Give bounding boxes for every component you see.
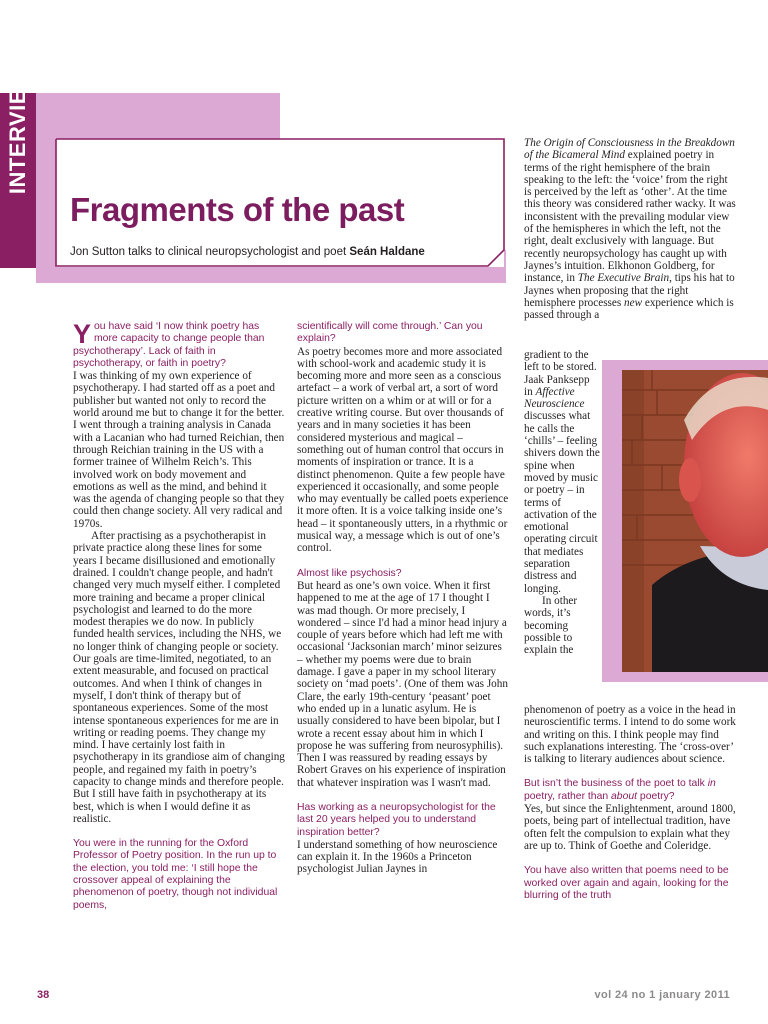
article-column-1	[73, 321, 285, 912]
standfirst-text: Jon Sutton talks to clinical neuropsychologist and poet	[70, 246, 350, 258]
answer-paragraph: In other words, it’s becoming possible to explain the	[524, 594, 578, 657]
answer-paragraph: But heard as one’s own voice. When it first happened to me at the age of 17 I thought I was mad though. Or more precisely, I wondered – since I'd had a minor head injury a couple of years before which had left me with occasional ‘Jacksonian march’ minor seizures – whether my poems were due to brain damage. I gave a paper in my school literary society on ‘mad poets’. (One of them was John Clare, the early 19th-century ‘peasant’ poet who ended up in a lunatic asylum. He is usually considered to have been bipolar, but I wrote a recent essay about him in which I propose he was suffering from neurosyphilis). Then I was reassured by reading essays by Robert Graves on his experience of inspiration that whatever inspiration was I wasn't mad.	[297, 579, 508, 789]
question-1	[73, 321, 285, 370]
interviewee-name: Seán Haldane	[349, 246, 425, 258]
answer-paragraph: As poetry becomes more and more associated with school-work and academic study it is becoming more and more seen as a conscious artefact – a work of verbal art, a sort of word picture written on a whim or at will or for a creative writing course. But over thousands of years and in many societies it has been considered mysterious and magical – something out of human control that occurs in moments of inspiration or trance. It is a distinct phenomenon. Quite a few people have experienced it occasionally, and some people who may eventually be called poets experience it more often. It is a voice talking inside one’s head – it spontaneously utters, in a rhythmic or musical way, a message which is out of one’s control.	[297, 345, 509, 555]
book-title: Affective Neuroscience	[524, 385, 585, 411]
answer-paragraph: After practising as a psychotherapist in private practice along these lines for some years I became disillusioned and emotionally drained. I couldn't change people, and hadn't changed very much myself either. I completed more training and became a proper clinical psychologist and learned to do the more modest therapies we do now. In publicly funded health services, including the NHS, we no longer think of changing people or society. Our goals are time-limited, negotiated, to an extent measurable, and focused on practical outcomes. And when I think of changes in myself, I don't think of therapy but of spontaneous experiences. Some of the most intense spontaneous experiences for me are in writing or reading poems. They change my mind. I have certainly lost faith in psychotherapy in its grandiose aim of changing people, and regained my faith in poetry’s capacity to change minds and therefore people. But I still have faith in psychotherapy at its best, which is when I would define it as realistic.	[73, 530, 285, 825]
page-number: 38	[37, 989, 50, 1001]
portrait-photo	[622, 370, 768, 672]
article-column-2	[297, 321, 509, 876]
portrait-illustration	[622, 370, 768, 672]
question-text: ou have said ‘I now think poetry has more capacity to change people than psychotherapy’. Lack of faith in psychotherapy, or faith in poetry?	[73, 321, 265, 369]
article-column-3-narrow	[524, 349, 600, 656]
text-run: , tips his hat to Jaynes when proposing that the right hemisphere processes	[524, 272, 735, 309]
standfirst	[70, 244, 425, 260]
question-2: You were in the running for the Oxford Professor of Poetry position. In the run up to the election, you told me: ‘I still hope the crossover appeal of explaining the phenomenon of poetry, though not individual poems,	[73, 838, 278, 911]
emphasis: new	[624, 296, 643, 309]
article-column-3-top	[524, 137, 736, 321]
answer-paragraph: phenomenon of poetry as a voice in the head in neuroscientific terms. I intend to do some work and writing on this. I think people may find such explanations interesting. The ‘cross-over’ is talking to literary audiences about science.	[524, 704, 736, 766]
text-run: gradient to the left to be stored. Jaak Panksepp in	[524, 349, 597, 398]
emphasis: in	[707, 778, 716, 790]
text-run: experience which is passed through a	[524, 296, 734, 322]
text-run: explained poetry in terms of the right hemisphere of the brain speaking to the left: the ‘voice’ from the right is perceived by the left as ‘other’. At the time this theory was considered rather wacky. It was inconsistent with the prevailing modular view of the hemispheres in which the left, not the right, dealt exclusively with language. But recently neuropsychology has caught up with Jaynes’s intuition. Elkhonon Goldberg, for instance, in	[524, 149, 736, 285]
section-label: INTERVIEW	[5, 67, 30, 195]
answer-paragraph: I understand something of how neuroscience can explain it. In the 1960s a Princeton psychologist Julian Jaynes in	[297, 838, 498, 876]
question-4: Has working as a neuropsychologist for the last 20 years helped you to understand inspiration better?	[297, 801, 496, 838]
answer-paragraph	[524, 137, 736, 321]
text-run: poetry?	[637, 790, 675, 802]
question-6: You have also written that poems need to be worked over again and again, looking for the blurring of the truth	[524, 865, 729, 901]
question-3: Almost like psychosis?	[297, 567, 402, 579]
emphasis: about	[611, 790, 638, 802]
issue-info: vol 24 no 1 january 2011	[594, 989, 730, 1001]
answer-paragraph	[524, 349, 600, 595]
answer-paragraph: Yes, but since the Enlightenment, around 1800, poets, being part of intellectual tradition, have often felt the compulsion to explain what they are up to. Think of Goethe and Coleridge.	[524, 803, 736, 852]
answer-paragraph: I was thinking of my own experience of psychotherapy. I had started off as a poet and publisher but wanted not only to record the world around me but to change it for the better. I went through a training analysis in Canada with a Lacanian who had turned Reichian, then through Reichian training in the US with a former trainee of Wilhelm Reich’s. This involved work on body movement and emotions as well as the mind, and behind it was the agenda of changing people so that they could then change society. All very radical and 1970s.	[73, 370, 285, 530]
text-run: poetry, rather than	[524, 790, 612, 802]
headline: Fragments of the past	[70, 191, 405, 228]
drop-cap: Y	[73, 319, 92, 349]
text-run: But isn’t the business of the poet to talk	[524, 778, 708, 790]
text-run: discusses what he calls the ‘chills’ – feeling shivers down the spine when moved by music or poetry – in terms of activation of the emotional operating circuit that mediates separation distress and longing.	[524, 410, 600, 595]
book-title: The Origin of Consciousness in the Breakdown of the Bicameral Mind	[524, 137, 735, 162]
article-column-3-bottom	[524, 704, 736, 902]
question-5	[524, 778, 736, 803]
book-title: The Executive Brain	[577, 272, 670, 285]
question-continued: scientifically will come through.’ Can you explain?	[297, 321, 483, 345]
